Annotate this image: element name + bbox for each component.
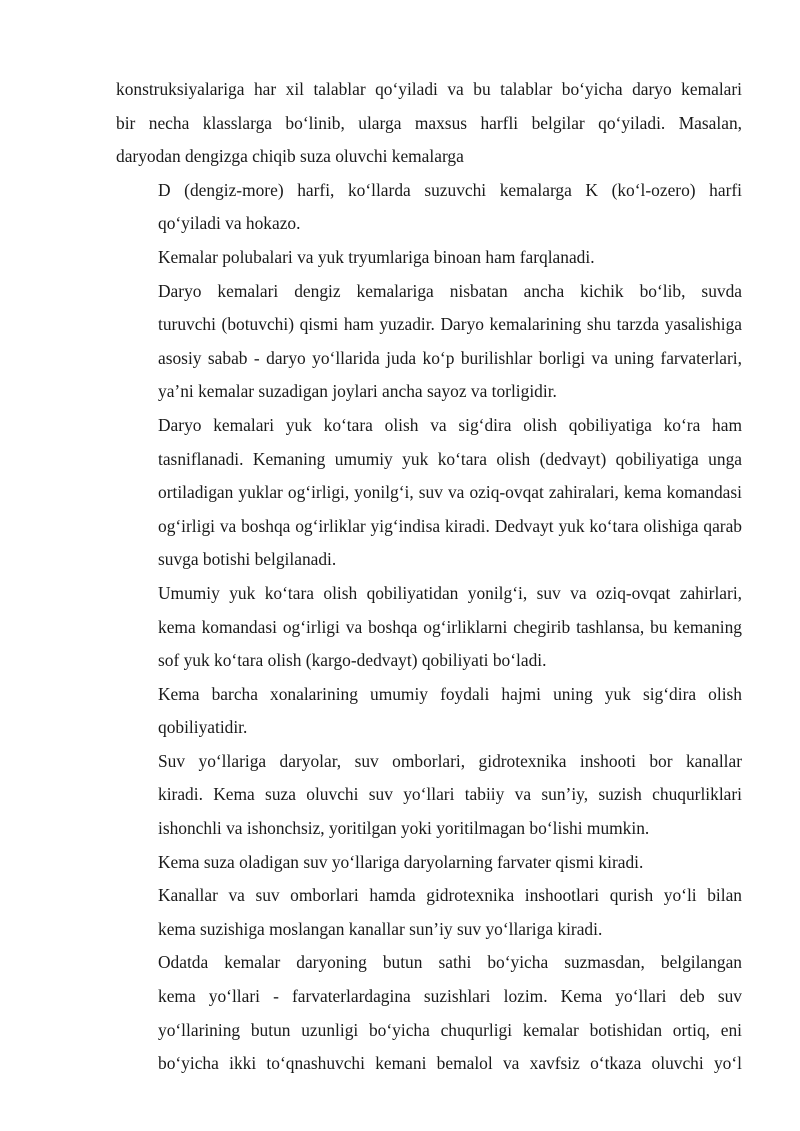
text-line: ishonchli va ishonchsiz, yoritilgan yoki yoritilmagan bo‘lishi mumkin. [158, 818, 650, 839]
text-line: ortiladigan yuklar og‘irligi, yonilg‘i, suv va oziq-ovqat zahiralari, kema komandasi [158, 482, 742, 503]
paragraph [116, 241, 742, 275]
text-line: Odatda kemalar daryoning butun sathi bo‘yicha suzmasdan, belgilangan [158, 952, 742, 973]
paragraph [116, 409, 742, 577]
text-line: Daryo kemalari dengiz kemalariga nisbatan ancha kichik bo‘lib, suvda [158, 280, 742, 301]
text-line: Daryo kemalari yuk ko‘tara olish va sig‘dira olish qobiliyatiga ko‘ra ham [158, 414, 742, 435]
paragraph [116, 946, 742, 1080]
paragraph [116, 678, 742, 745]
text-line: yo‘llarining butun uzunligi bo‘yicha chuqurligi kemalar botishidan ortiq, eni [158, 1019, 742, 1040]
text-line: Kanallar va suv omborlari hamda gidrotexnika inshootlari qurish yo‘li bilan [158, 885, 742, 906]
text-line: bo‘yicha ikki to‘qnashuvchi kemani bemalol va xavfsiz o‘tkaza oluvchi yo‘l [158, 1053, 742, 1074]
text-line: Kemalar polubalari va yuk tryumlariga binoan ham farqlanadi. [158, 246, 595, 267]
text-line: qo‘yiladi va hokazo. [158, 213, 301, 234]
text-line: bir necha klasslarga bo‘linib, ularga maxsus harfli belgilar qo‘yiladi. Masalan, [116, 112, 742, 133]
text-line: konstruksiyalariga har xil talablar qo‘yiladi va bu talablar bo‘yicha daryo kemalari [116, 79, 742, 99]
text-line: suvga botishi belgilanadi. [158, 549, 337, 570]
text-line: asosiy sabab - daryo yo‘llarida juda ko‘p burilishlar borligi va uning farvaterlari, [158, 347, 742, 368]
text-line: kema yo‘llari - farvaterlardagina suzishlari lozim. Kema yo‘llari deb suv [158, 986, 742, 1007]
text-line: turuvchi (botuvchi) qismi ham yuzadir. Daryo kemalarining shu tarzda yasalishiga [158, 314, 742, 335]
text-line: kema komandasi og‘irligi va boshqa og‘irliklarni chegirib tashlansa, bu kemaning [158, 616, 742, 637]
document-body [116, 73, 742, 1081]
text-line: Suv yo‘llariga daryolar, suv omborlari, gidrotexnika inshooti bor kanallar [158, 750, 742, 771]
paragraph [116, 275, 742, 409]
text-line: sof yuk ko‘tara olish (kargo-dedvayt) qobiliyati bo‘ladi. [158, 650, 547, 671]
paragraph [116, 745, 742, 846]
text-line: kiradi. Kema suza oluvchi suv yo‘llari tabiiy va sun’iy, suzish chuqurliklari [158, 784, 742, 805]
paragraph [116, 73, 742, 174]
text-line: Kema barcha xonalarining umumiy foydali hajmi uning yuk sig‘dira olish [158, 683, 742, 704]
paragraph [116, 846, 742, 880]
text-line: tasniflanadi. Kemaning umumiy yuk ko‘tara olish (dedvayt) qobiliyatiga unga [158, 448, 742, 469]
text-line: Kema suza oladigan suv yo‘llariga daryolarning farvater qismi kiradi. [158, 851, 644, 872]
text-line: D (dengiz-more) harfi, ko‘llarda suzuvchi kemalarga K (ko‘l-ozero) harfi [158, 179, 742, 200]
text-line: og‘irligi va boshqa og‘irliklar yig‘indisa kiradi. Dedvayt yuk ko‘tara olishiga qarab [158, 515, 742, 536]
paragraph [116, 577, 742, 678]
text-line: kema suzishiga moslangan kanallar sun’iy suv yo‘llariga kiradi. [158, 918, 603, 939]
text-line: ya’ni kemalar suzadigan joylari ancha sayoz va torligidir. [158, 381, 557, 402]
paragraph [116, 174, 742, 241]
paragraph [116, 879, 742, 946]
text-line: Umumiy yuk ko‘tara olish qobiliyatidan yonilg‘i, suv va oziq-ovqat zahirlari, [158, 582, 742, 603]
text-line: daryodan dengizga chiqib suza oluvchi kemalarga [116, 146, 464, 167]
text-line: qobiliyatidir. [158, 717, 248, 738]
